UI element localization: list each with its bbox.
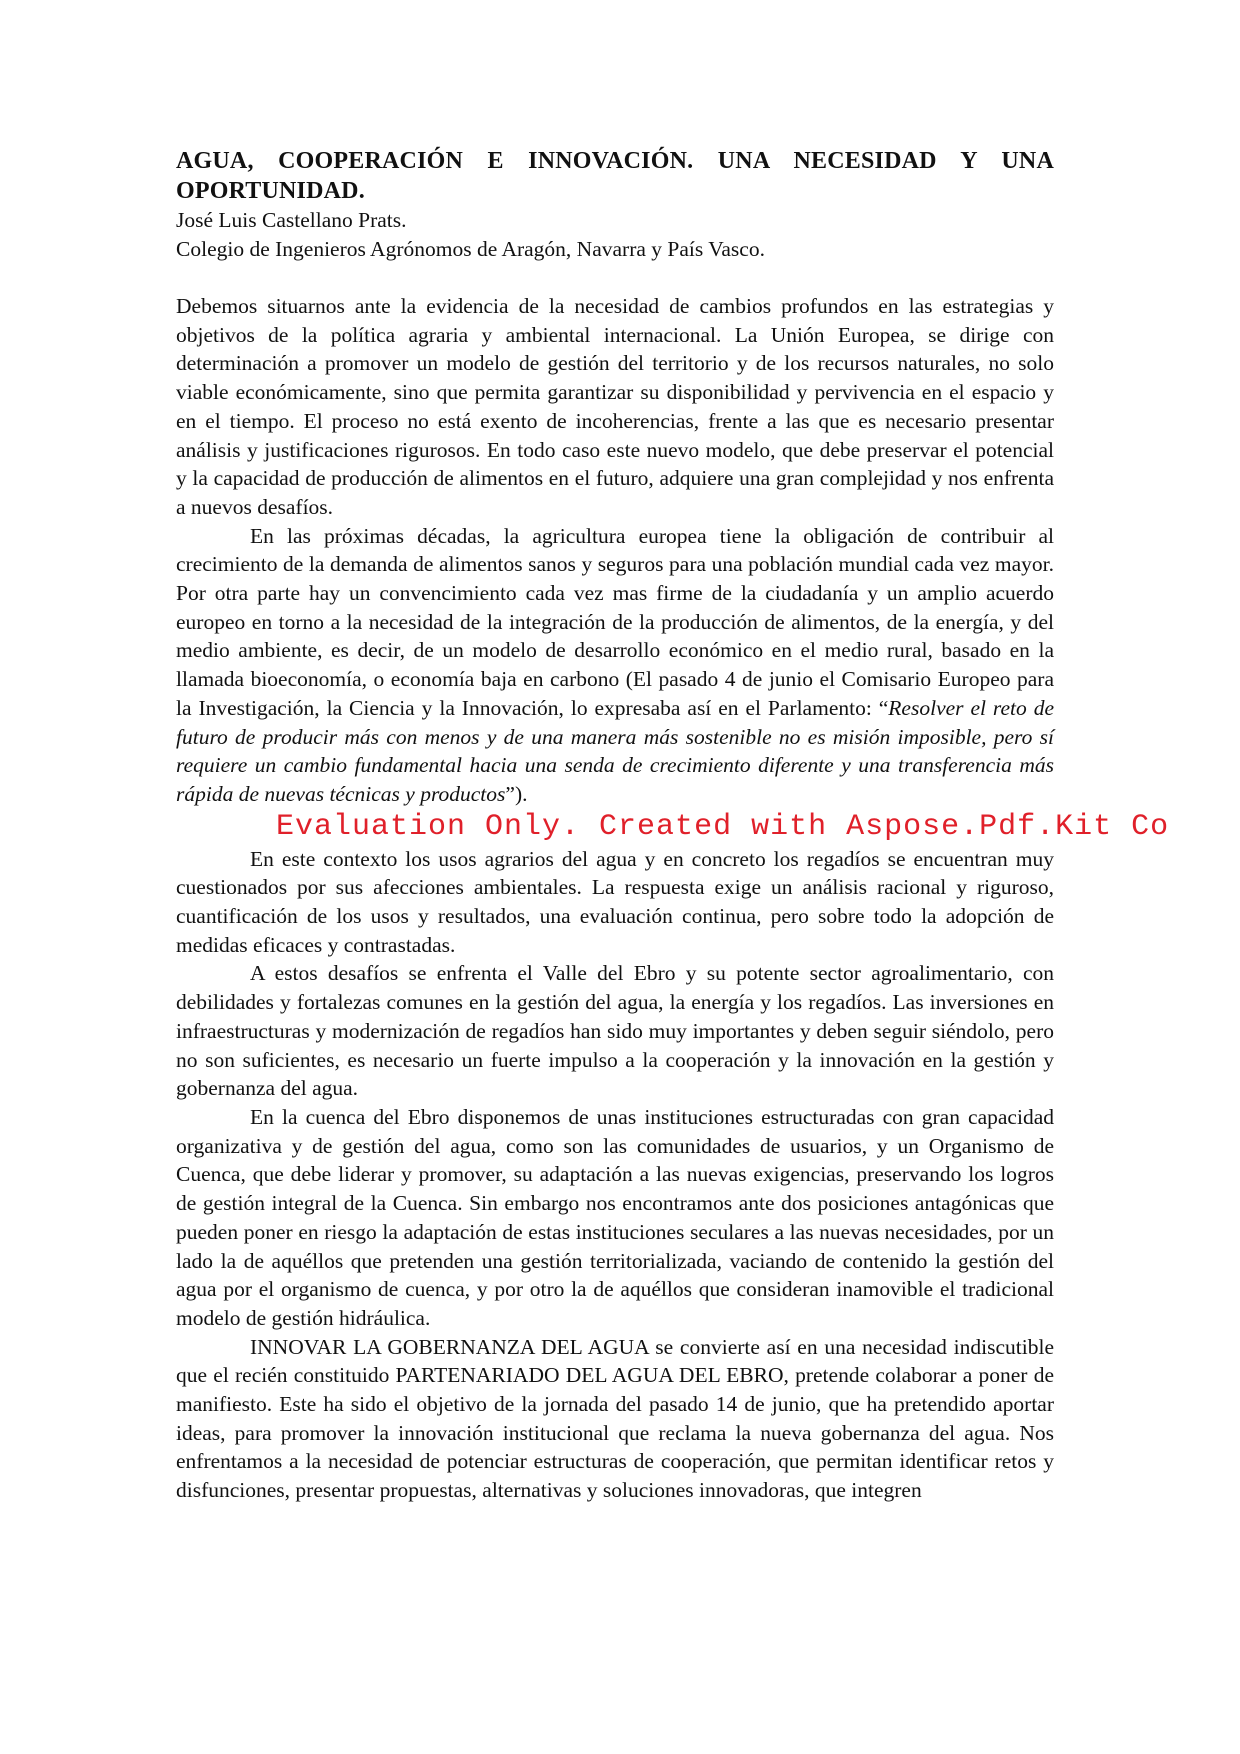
paragraph-text: ”). bbox=[505, 781, 528, 806]
document-body bbox=[176, 0, 1170, 1505]
author-name: José Luis Castellano Prats. bbox=[176, 208, 407, 232]
paragraph: Debemos situarnos ante la evidencia de la necesidad de cambios profundos en las estrategias y objetivos de la política agraria y ambiental internacional. La Unión Europea, se dirige con determinación a promover un modelo de gestión del territorio y de los recursos naturales, no solo viable económicamente, sino que permita garantizar su disponibilidad y pervivencia en el espacio y en el tiempo. El proceso no está exento de incoherencias, frente a las que es necesario presentar análisis y justificaciones rigurosos. En todo caso este nuevo modelo, que debe preservar el potencial y la capacidad de producción de alimentos en el futuro, adquiere una gran complejidad y nos enfrenta a nuevos desafíos. bbox=[176, 294, 1054, 519]
paragraph: En este contexto los usos agrarios del agua y en concreto los regadíos se encuentran muy cuestionados por sus afecciones ambientales. La respuesta exige un análisis racional y riguroso, cuantificación de los usos y resultados, una evaluación continua, pero sobre todo la adopción de medidas eficaces y contrastadas. bbox=[176, 846, 1054, 957]
paragraph: A estos desafíos se enfrenta el Valle del Ebro y su potente sector agroalimentario, con debilidades y fortalezas comunes en la gestión del agua, la energía y los regadíos. Las inversiones en infraestructuras y modernización de regadíos han sido muy importantes y deben seguir siéndolo, pero no son suficientes, es necesario un fuerte impulso a la cooperación y la innovación en la gestión y gobernanza del agua. bbox=[176, 961, 1054, 1101]
watermark-row bbox=[176, 809, 1170, 844]
paragraph: INNOVAR LA GOBERNANZA DEL AGUA se convierte así en una necesidad indiscutible que el recién constituido PARTENARIADO DEL AGUA DEL EBRO, pretende colaborar a poner de manifiesto. Este ha sido el objetivo de la jornada del pasado 14 de junio, que ha pretendido aportar ideas, para promover la innovación institucional que reclama la nueva gobernanza del agua. Nos enfrentamos a la necesidad de potenciar estructuras de cooperación, que permitan identificar retos y disfunciones, presentar propuestas, alternativas y soluciones innovadoras, que integren bbox=[176, 1334, 1054, 1503]
paragraph-with-quote bbox=[176, 522, 1054, 809]
paragraph: En la cuenca del Ebro disponemos de unas instituciones estructuradas con gran capacidad organizativa y de gestión del agua, como son las comunidades de usuarios, y un Organismo de Cuenca, que debe liderar y promover, su adaptación a las nuevas exigencias, preservando los logros de gestión integral de la Cuenca. Sin embargo nos encontramos ante dos posiciones antagónicas que pueden poner en riesgo la adaptación de estas instituciones seculares a las nuevas necesidades, por un lado la de aquéllos que pretenden una gestión territorializada, vaciando de contenido la gestión del agua por el organismo de cuenca, y por otro la de aquéllos que consideran inamovible el tradicional modelo de gestión hidráulica. bbox=[176, 1104, 1054, 1330]
author-affiliation: Colegio de Ingenieros Agrónomos de Aragón, Navarra y País Vasco. bbox=[176, 237, 765, 261]
document-title: AGUA, COOPERACIÓN E INNOVACIÓN. UNA NECESIDAD Y UNA OPORTUNIDAD. bbox=[176, 148, 1054, 204]
paragraph-text: En las próximas décadas, la agricultura europea tiene la obligación de contribuir al crecimiento de la demanda de alimentos sanos y seguros para una población mundial cada vez mayor. Por otra parte hay un convencimiento cada vez mas firme de la ciudadanía y un amplio acuerdo europeo en torno a la necesidad de la integración de la producción de alimentos, de la energía, y del medio ambiente, es decir, de un modelo de desarrollo económico en el medio rural, basado en la llamada bioeconomía, o economía baja en carbono (El pasado 4 de junio el Comisario Europeo para la Investigación, la Ciencia y la Innovación, lo expresaba así en el Parlamento: “ bbox=[176, 523, 1054, 720]
quote: Resolver el reto de futuro de producir más con menos y de una manera más sostenible no es misión imposible, pero sí requiere un cambio fundamental hacia una senda de crecimiento diferente y una transferencia más rápida de nuevas técnicas y productos bbox=[176, 695, 1054, 806]
evaluation-watermark: Evaluation Only. Created with Aspose.Pdf.Kit Co bbox=[276, 809, 1170, 844]
